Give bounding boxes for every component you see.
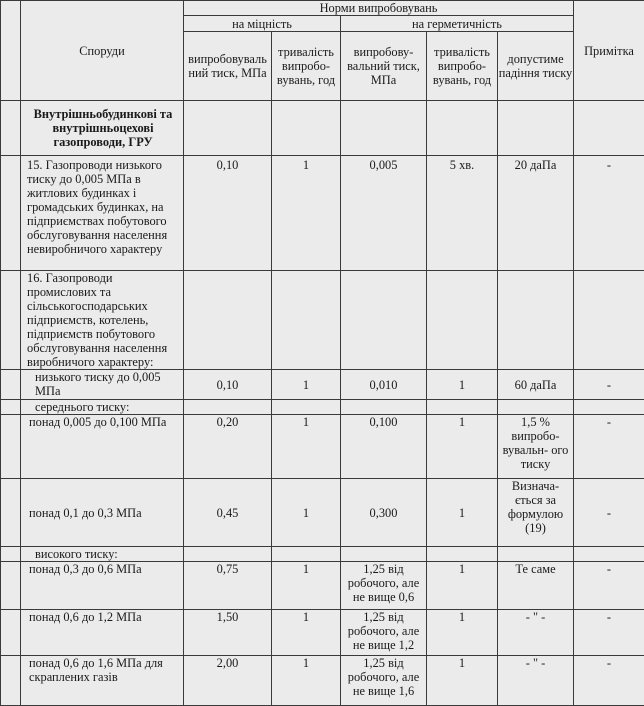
- cell-pressure-strength: 1,50: [184, 610, 272, 656]
- empty-cell: [184, 547, 272, 562]
- cell-duration-tightness: 1: [427, 415, 498, 479]
- empty-cell: [427, 547, 498, 562]
- header-test-pressure-tightness: випробову- вальний тиск, МПа: [341, 32, 427, 101]
- cell-pressure-strength: 0,10: [184, 370, 272, 400]
- cell-duration-strength: 1: [272, 156, 341, 271]
- cell-pressure-tightness: 1,25 від робочого, але не вище 1,2: [341, 610, 427, 656]
- cell-duration-tightness: 5 хв.: [427, 156, 498, 271]
- header-test-pressure-strength: випробовуваль ний тиск, МПа: [184, 32, 272, 101]
- cell-duration-strength: 1: [272, 415, 341, 479]
- cell-note: -: [574, 656, 644, 706]
- cell-note: -: [574, 562, 644, 610]
- edge-cell: [1, 370, 21, 400]
- empty-cell: [272, 400, 341, 415]
- empty-cell: [427, 400, 498, 415]
- cell-pressure-tightness: 0,010: [341, 370, 427, 400]
- row-name: понад 0,6 до 1,6 МПа для скраплених газів: [21, 656, 184, 706]
- row-name: високого тиску:: [21, 547, 184, 562]
- empty-cell: [498, 271, 574, 370]
- cell-allowed-drop: - " -: [498, 610, 574, 656]
- cell-duration-tightness: 1: [427, 479, 498, 547]
- header-duration-tightness: тривалість випробо- вувань, год: [427, 32, 498, 101]
- cell-pressure-strength: 0,45: [184, 479, 272, 547]
- empty-cell: [184, 400, 272, 415]
- cell-pressure-tightness: 0,300: [341, 479, 427, 547]
- empty-cell: [574, 400, 644, 415]
- empty-cell: [272, 547, 341, 562]
- header-note: Примітка: [574, 1, 644, 101]
- cell-allowed-drop: 20 даПа: [498, 156, 574, 271]
- edge-cell: [1, 400, 21, 415]
- empty-cell: [341, 400, 427, 415]
- edge-cell: [1, 656, 21, 706]
- cell-allowed-drop: Визнача- ється за формулою (19): [498, 479, 574, 547]
- header-tightness: на герметичність: [341, 16, 574, 32]
- empty-cell: [498, 101, 574, 156]
- edge-cell: [1, 156, 21, 271]
- cell-note: -: [574, 610, 644, 656]
- empty-cell: [272, 271, 341, 370]
- header-strength: на міцність: [184, 16, 341, 32]
- cell-duration-strength: 1: [272, 610, 341, 656]
- header-structures: Споруди: [21, 1, 184, 101]
- edge-cell: [1, 562, 21, 610]
- row-name: понад 0,6 до 1,2 МПа: [21, 610, 184, 656]
- empty-cell: [574, 547, 644, 562]
- empty-cell: [272, 101, 341, 156]
- cell-pressure-tightness: 1,25 від робочого, але не вище 0,6: [341, 562, 427, 610]
- cell-pressure-tightness: 0,100: [341, 415, 427, 479]
- row-name: середнього тиску:: [21, 400, 184, 415]
- empty-cell: [427, 271, 498, 370]
- cell-duration-tightness: 1: [427, 656, 498, 706]
- edge-cell: [1, 610, 21, 656]
- cell-allowed-drop: 1,5 % випробо- вувальн- ого тиску: [498, 415, 574, 479]
- cell-pressure-strength: 0,20: [184, 415, 272, 479]
- cell-duration-strength: 1: [272, 656, 341, 706]
- empty-cell: [498, 547, 574, 562]
- cell-note: -: [574, 370, 644, 400]
- row-name: понад 0,005 до 0,100 МПа: [21, 415, 184, 479]
- section-title: Внутрішньобудинкові та внутрішньоцехові газопроводи, ГРУ: [27, 101, 179, 149]
- cell-note: -: [574, 479, 644, 547]
- edge-cell: [1, 101, 21, 156]
- cell-note: -: [574, 156, 644, 271]
- empty-cell: [184, 101, 272, 156]
- cell-duration-strength: 1: [272, 370, 341, 400]
- row-name: низького тиску до 0,005 МПа: [21, 370, 184, 400]
- row-name: 15. Газопроводи низького тиску до 0,005 МПа в житлових будинках і громадських будинках, на підприємствах побутового обслуговування населення невиробничого характеру: [21, 156, 184, 271]
- edge-cell: [1, 479, 21, 547]
- row-name: 16. Газопроводи промислових та сільськогосподарських підприємств, котелень, підприємств побутового обслуговування населення виробничого характеру:: [21, 271, 184, 370]
- cell-pressure-strength: 2,00: [184, 656, 272, 706]
- cell-pressure-strength: 0,10: [184, 156, 272, 271]
- empty-cell: [341, 271, 427, 370]
- header-allowed-drop: допустиме падіння тиску: [498, 32, 574, 101]
- cell-duration-strength: 1: [272, 562, 341, 610]
- edge-cell: [1, 415, 21, 479]
- cell-allowed-drop: Те саме: [498, 562, 574, 610]
- cell-pressure-tightness: 1,25 від робочого, але не вище 1,6: [341, 656, 427, 706]
- section-title-cell: [21, 101, 184, 156]
- edge-column: [1, 1, 21, 101]
- header-norms: Норми випробовувань: [184, 1, 574, 16]
- edge-cell: [1, 271, 21, 370]
- empty-cell: [498, 400, 574, 415]
- cell-duration-tightness: 1: [427, 610, 498, 656]
- header-duration-strength: тривалість випробо- вувань, год: [272, 32, 341, 101]
- cell-duration-tightness: 1: [427, 562, 498, 610]
- cell-duration-tightness: 1: [427, 370, 498, 400]
- empty-cell: [427, 101, 498, 156]
- empty-cell: [341, 547, 427, 562]
- row-name: понад 0,1 до 0,3 МПа: [21, 479, 184, 547]
- row-name: понад 0,3 до 0,6 МПа: [21, 562, 184, 610]
- cell-allowed-drop: - " -: [498, 656, 574, 706]
- edge-cell: [1, 547, 21, 562]
- empty-cell: [574, 271, 644, 370]
- cell-allowed-drop: 60 даПа: [498, 370, 574, 400]
- empty-cell: [341, 101, 427, 156]
- cell-duration-strength: 1: [272, 479, 341, 547]
- empty-cell: [574, 101, 644, 156]
- cell-pressure-tightness: 0,005: [341, 156, 427, 271]
- cell-pressure-strength: 0,75: [184, 562, 272, 610]
- empty-cell: [184, 271, 272, 370]
- cell-note: -: [574, 415, 644, 479]
